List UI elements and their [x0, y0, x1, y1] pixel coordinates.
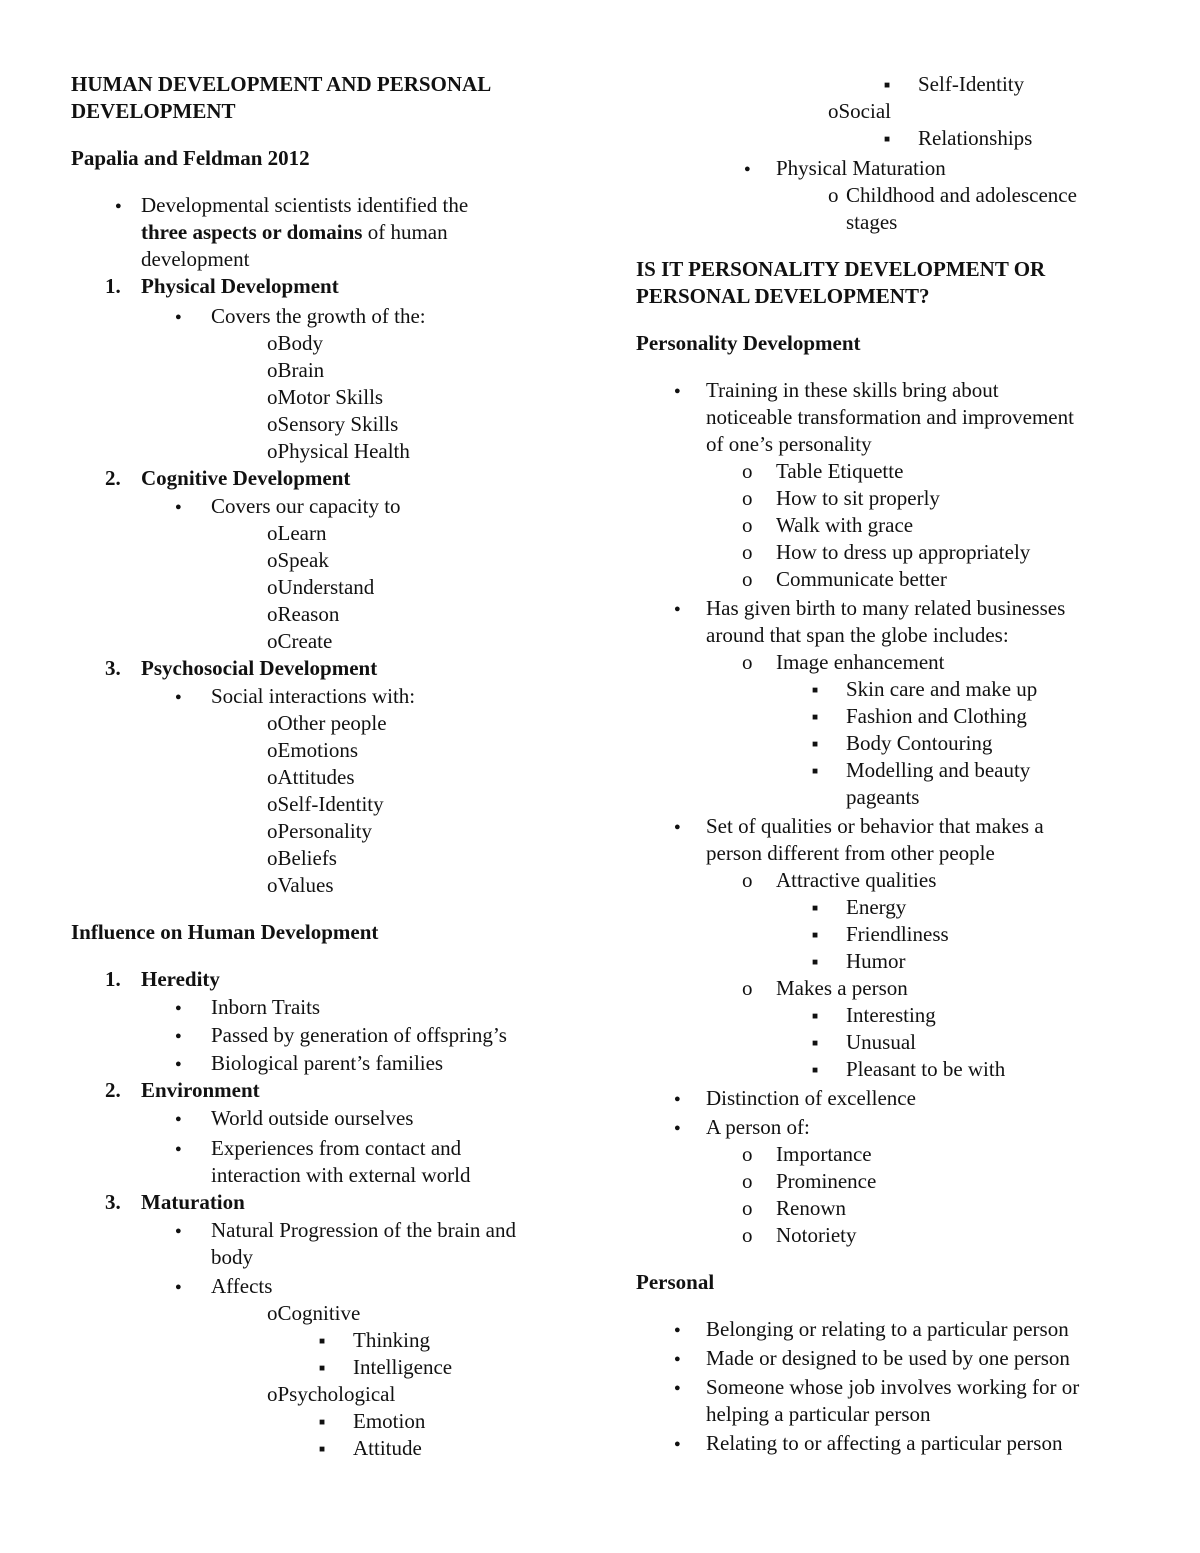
domain-cognitive: 2. Cognitive Development: [105, 466, 351, 490]
question-heading-line2: PERSONAL DEVELOPMENT?: [636, 284, 930, 308]
document-title-line2: DEVELOPMENT: [71, 99, 236, 123]
bullet-icon: [674, 1085, 681, 1116]
bullet-icon: [115, 192, 122, 223]
influence-environment: 2. Environment: [105, 1078, 260, 1102]
domain-psychosocial-bullet: ● Social interactions with:: [71, 683, 571, 710]
square-bullet-icon: [884, 125, 890, 156]
bullet-icon: [674, 377, 681, 408]
intro-bold-phrase: three aspects or domains: [141, 220, 363, 244]
question-heading-line1: IS IT PERSONALITY DEVELOPMENT OR: [636, 257, 1046, 281]
psychosocial-items: oOther people oEmotions oAttitudes oSelf-Identity oPersonality oBeliefs oValues: [267, 711, 387, 897]
influence-maturation: 3. Maturation: [105, 1190, 245, 1214]
bullet-icon: [175, 1022, 182, 1053]
physical-items: oBody oBrain oMotor Skills oSensory Skills oPhysical Health: [267, 331, 410, 463]
bullet-icon: [175, 1135, 182, 1166]
domain-physical: 1. Physical Development: [105, 274, 339, 298]
square-bullet-icon: [812, 1056, 818, 1087]
square-bullet-icon: [812, 757, 818, 788]
bullet-icon: [674, 595, 681, 626]
square-bullet-icon: [319, 1435, 325, 1466]
domain-physical-bullet: ● Covers the growth of the:: [71, 303, 571, 330]
influence-heading: Influence on Human Development: [71, 920, 379, 944]
bullet-icon: [674, 813, 681, 844]
domain-cognitive-bullet: ● Covers our capacity to: [71, 493, 571, 520]
right-column: ■ Self-Identity oSocial ■ Relationships ● Physical Maturation o Childhood and adolescence stages IS IT PERSONALITY DEVELOPMENT OR PERSONAL DEVELOPMENT? Personality Development ● Training in these skills bring about noticeable transformation and improvement of one’s personality o Table Etiquette o How to sit properly o Walk with grace o How to dress up appropriately o Communicate better ● Has given birth to many related businesses around that span the globe includes: o Image enhancement ■ Skin care and make up ■ Fashion and Clothing ■ Body Contouring ■ Modelling and beauty pageants ● Set of qualities or behavior that makes a person different from other people o Attractive qualities ■ Energy ■ Friendliness ■ Humor o Makes a person ■ Interesting ■ Unusual ■ Pleasant to be with ● Distinction of excellence ● A person of: o Importance o Prominence o Renown o Notoriety Personal ● Belonging or relating to a particular person ● Made or designed to be used by one person ● Someone whose job involves working for or helping a particular person ● Relating to or affecting a particular person: [636, 71, 1146, 1457]
bullet-icon: [674, 1430, 681, 1461]
document-title-line1: HUMAN DEVELOPMENT AND PERSONAL: [71, 72, 492, 96]
left-column: HUMAN DEVELOPMENT AND PERSONAL DEVELOPMENT Papalia and Feldman 2012 ● Developmental scientists identified the three aspects or domains of human development 1. Physical Development ● Covers the growth of the: oBody oBrain oMotor Skills oSensory Skills oPhysical Health 2. Cognitive Development ● Covers our capacity to oLearn oSpeak oUnderstand oReason oCreate 3. Psychosocial Development ● Social interactions with: oOther people oEmotions oAttitudes oSelf-Identity oPersonality oBeliefs oValues Influence on Human Development 1. Heredity ● Inborn Traits ● Passed by generation of offspring’s ● Biological parent’s families 2. Environment ● World outside ourselves ● Experiences from contact and interaction with external world 3. Maturation ● Natural Progression of the brain and body ● Affects oCognitive ■ Thinking ■ Intelligence oPsychological ■ Emotion ■ Attitude: [71, 71, 571, 1462]
bullet-icon: [175, 1217, 182, 1248]
source-citation: Papalia and Feldman 2012: [71, 146, 310, 170]
bullet-icon: [674, 1345, 681, 1376]
bullet-icon: [175, 994, 182, 1025]
personality-development-heading: Personality Development: [636, 331, 861, 355]
bullet-icon: [674, 1374, 681, 1405]
intro-bullet: ● Developmental scientists identified the three aspects or domains of human development: [71, 192, 571, 273]
personal-heading: Personal: [636, 1270, 715, 1294]
domain-psychosocial: 3. Psychosocial Development: [105, 656, 378, 680]
cognitive-items: oLearn oSpeak oUnderstand oReason oCreate: [267, 521, 375, 653]
personality-skills-list: o Table Etiquette o How to sit properly o Walk with grace o How to dress up appropriately o Communicate better: [742, 459, 1031, 591]
influence-heredity: 1. Heredity: [105, 967, 220, 991]
bullet-icon: [674, 1316, 681, 1347]
bullet-icon: [175, 1105, 182, 1136]
